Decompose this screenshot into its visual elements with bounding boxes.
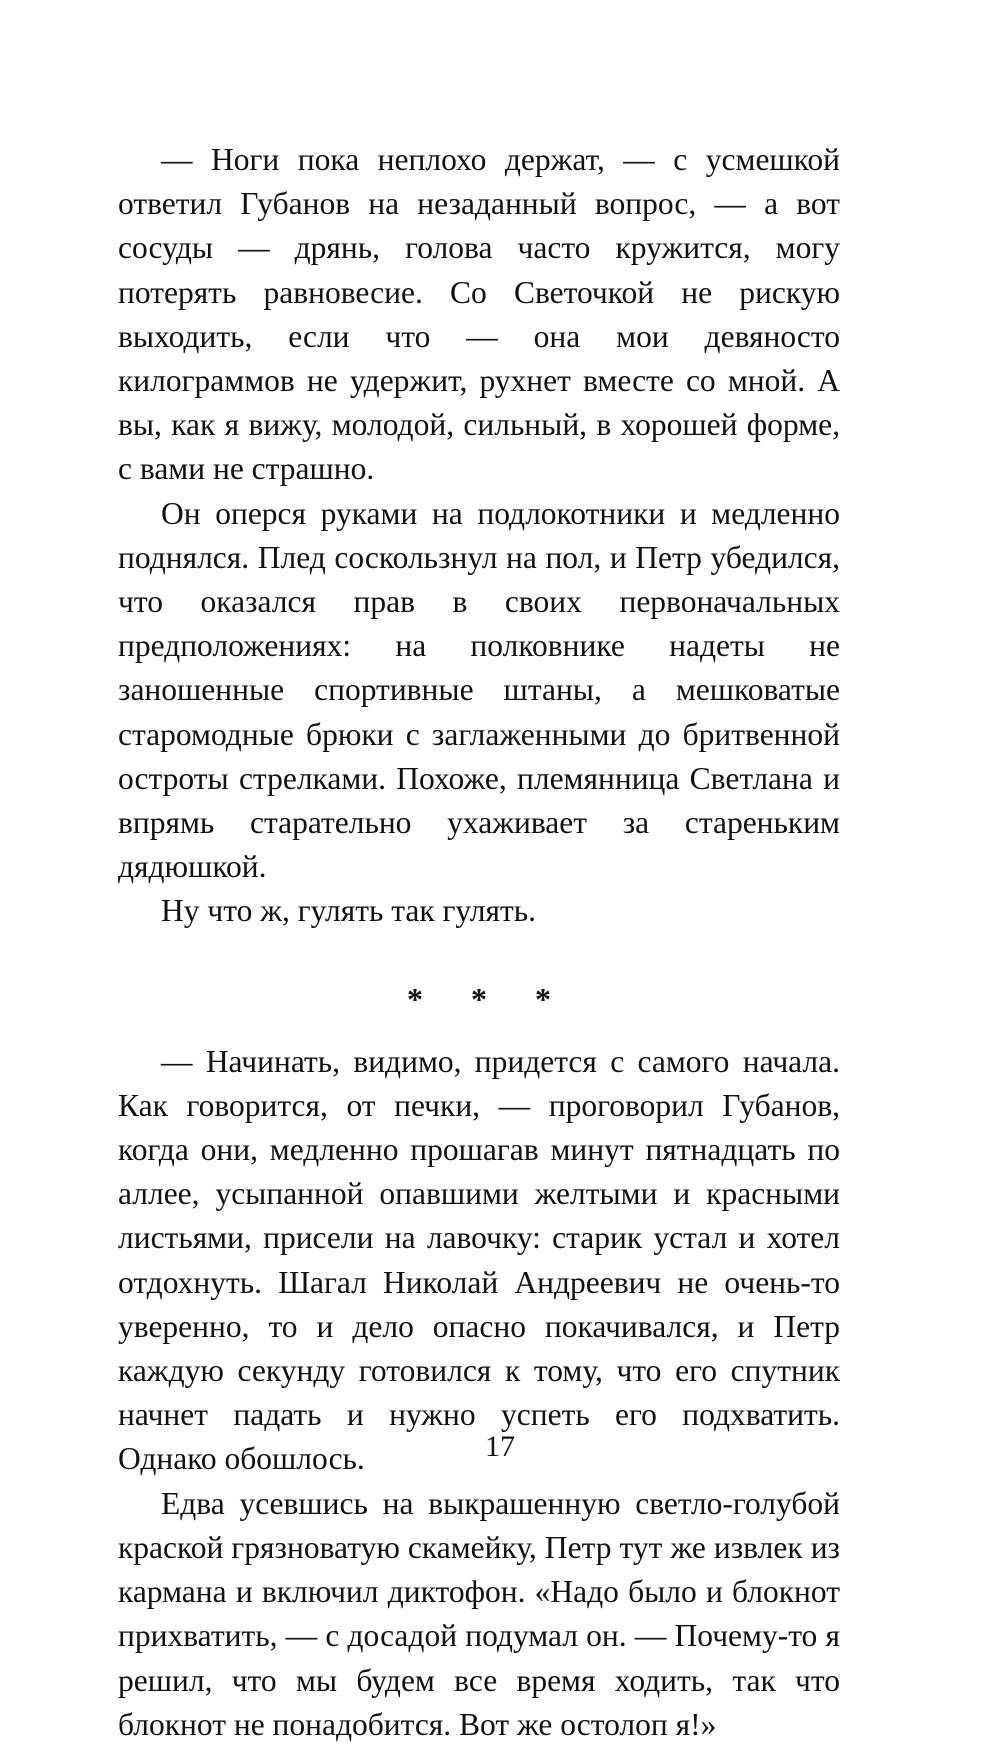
paragraph: Он оперся руками на подлокотники и медленно поднялся. Плед соскользнул на пол, и Петр убедился, что оказался прав в своих первоначальных предположениях: на полковнике надеты не заношенные спортивные штаны, а мешковатые старомодные брюки с заглаженными до бритвенной остроты стрелками. Похоже, племянница Светлана и впрямь старательно ухаживает за стареньким дядюшкой.	[118, 495, 840, 885]
section-separator: * * *	[407, 980, 571, 1017]
paragraph: — Начинать, видимо, придется с самого начала. Как говорится, от печки, — проговорил Губанов, когда они, медленно прошагав минут пятнадцать по аллее, усыпанной опавшими желтыми и красными листьями, присели на лавочку: старик устал и хотел отдохнуть. Шагал Николай Андреевич не очень-то уверенно, то и дело опасно покачивался, и Петр каждую секунду готовился к тому, что его спутник начнет падать и нужно успеть его подхватить. Однако обошлось.	[118, 1043, 840, 1477]
paragraph: Едва усевшись на выкрашенную светло-голубой краской грязноватую скамейку, Петр тут же извлек из кармана и включил диктофон. «Надо было и блокнот прихватить, — с досадой подумал он. — Почему-то я решил, что мы будем все время ходить, так что блокнот не понадобится. Вот же остолоп я!»	[118, 1485, 840, 1742]
paragraph: Ну что ж, гулять так гулять.	[161, 893, 537, 929]
paragraph: — Ноги пока неплохо держат, — с усмешкой ответил Губанов на незаданный вопрос, — а вот сосуды — дрянь, голова часто кружится, могу потерять равновесие. Со Светочкой не рискую выходить, если что — она мои девяносто килограммов не удержит, рухнет вместе со мной. А вы, как я вижу, молодой, сильный, в хорошей форме, с вами не страшно.	[118, 142, 840, 487]
page-number: 17	[485, 1430, 515, 1463]
book-page-body	[118, 138, 840, 1747]
